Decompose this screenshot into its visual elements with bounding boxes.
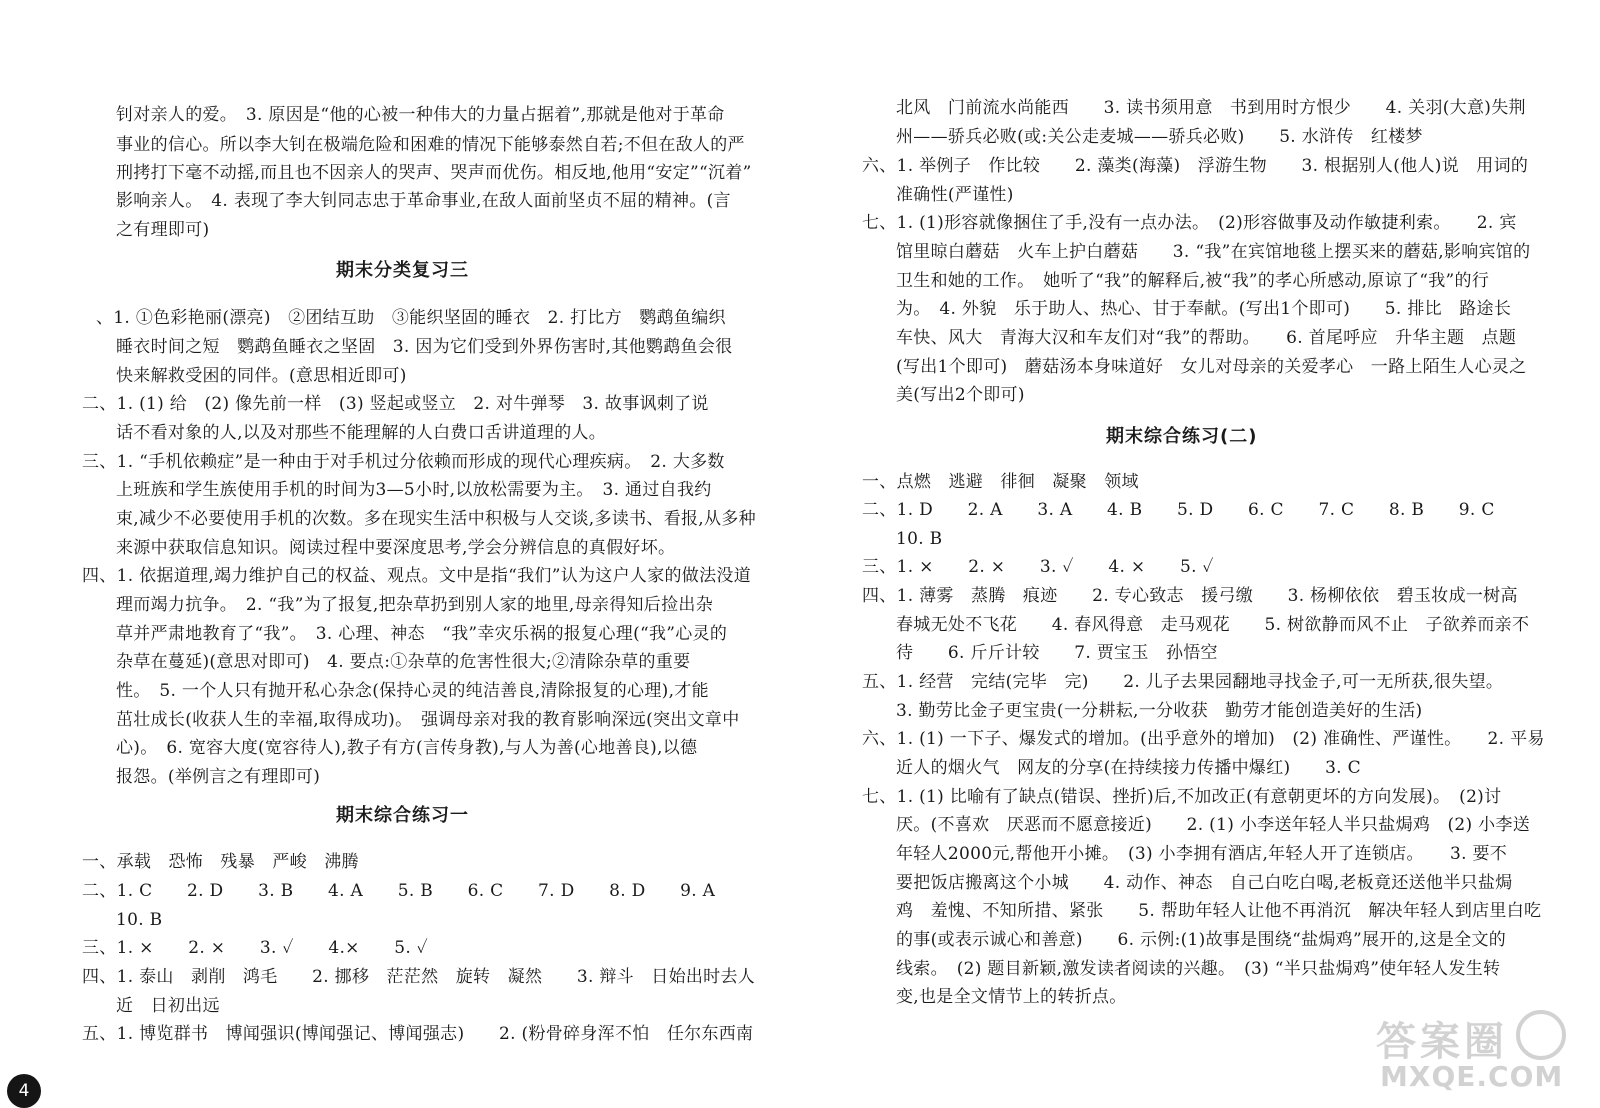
text-line: 六、1. 举例子 作比较 2. 藻类(海藻) 浮游生物 3. 根据别人(他人)说 用词的 (862, 156, 1529, 176)
section-heading: 期末综合练习(二) (1106, 426, 1258, 447)
text-line: 七、1. (1) 比喻有了缺点(错误、挫折)后,不加改正(有意朝更坏的方向发展)。 (2)讨 (862, 787, 1502, 807)
text-line: 话不看对象的人,以及对那些不能理解的人白费口舌讲道理的人。 (116, 423, 607, 443)
watermark-logo (1376, 1010, 1576, 1100)
text-line: 三、1. × 2. × 3. ✓ 4. × 5. ✓ (862, 557, 1214, 577)
text-line: 来源中获取信息知识。阅读过程中要深度思考,学会分辨信息的真假好坏。 (116, 538, 676, 558)
text-line: 待 6. 斤斤计较 7. 贾宝玉 孙悟空 (896, 643, 1218, 663)
text-line: 钊对亲人的爱。 3. 原因是“他的心被一种伟大的力量占据着”,那就是他对于革命 (116, 105, 725, 125)
page-number-badge: 4 (7, 1074, 41, 1108)
text-line: 鸡 羞愧、不知所措、紧张 5. 帮助年轻人让他不再消沉 解决年轻人到店里白吃 (896, 901, 1542, 921)
section-heading: 期末分类复习三 (336, 260, 469, 281)
text-line: 10. B (896, 529, 943, 549)
text-line: 车快、风大 青海大汉和车友们对“我”的帮助。 6. 首尾呼应 升华主题 点题 (896, 328, 1517, 348)
text-line: 二、1. (1) 给 (2) 像先前一样 (3) 竖起或竖立 2. 对牛弹琴 3. 故事讽刺了说 (82, 394, 709, 414)
text-line: 三、1. “手机依赖症”是一种由于对手机过分依赖而形成的现代心理疾病。 2. 大多数 (82, 452, 725, 472)
text-line: 准确性(严谨性) (896, 185, 1014, 205)
text-line: 七、1. (1)形容就像捆住了手,没有一点办法。 (2)形容做事及动作敏捷利索。 2. 宾 (862, 213, 1517, 233)
text-line: 之有理即可) (116, 220, 210, 240)
text-line: 五、1. 经营 完结(完毕 完) 2. 儿子去果园翻地寻找金子,可一无所获,很失望。 (862, 672, 1504, 692)
text-line: 10. B (116, 910, 163, 930)
text-line: 卫生和她的工作。 她听了“我”的解释后,被“我”的孝心所感动,原谅了“我”的行 (896, 271, 1490, 291)
text-line: 北风 门前流水尚能西 3. 读书须用意 书到用时方恨少 4. 关羽(大意)失荆 (896, 98, 1526, 118)
text-line: 州——骄兵必败(或:关公走麦城——骄兵必败) 5. 水浒传 红楼梦 (896, 127, 1423, 147)
text-line: 馆里晾白蘑菇 火车上护白蘑菇 3. “我”在宾馆地毯上摆买来的蘑菇,影响宾馆的 (896, 242, 1531, 262)
text-line: 的事(或表示诚心和善意) 6. 示例:(1)故事是围绕“盐焗鸡”展开的,这是全文的 (896, 930, 1507, 950)
text-line: 理而竭力抗争。 2. “我”为了报复,把杂草扔到别人家的地里,母亲得知后捡出杂 (116, 595, 714, 615)
text-line: 变,也是全文情节上的转折点。 (896, 987, 1127, 1007)
text-line: 为。 4. 外貌 乐于助人、热心、甘于奉献。(写出1个即可) 5. 排比 路途长 (896, 299, 1512, 319)
watermark-circle-icon (1516, 1010, 1566, 1060)
text-line: 近 日初出远 (116, 996, 220, 1016)
text-line: 影响亲人。 4. 表现了李大钊同志忠于革命事业,在敌人面前坚贞不屈的精神。(言 (116, 191, 731, 211)
watermark-domain: MXQE.COM (1380, 1060, 1564, 1093)
text-line: 四、1. 依据道理,竭力维护自己的权益、观点。文中是指“我们”认为这户人家的做法没道 (82, 566, 752, 586)
text-line: 刑拷打下毫不动摇,而且也不因亲人的哭声、哭声而优伤。相反地,他用“安定”“沉着” (116, 163, 752, 183)
text-line: 、1. ①色彩艳丽(漂亮) ②团结互助 ③能织坚固的睡衣 2. 打比方 鹦鹉鱼编织 (96, 308, 726, 328)
text-line: 春城无处不飞花 4. 春风得意 走马观花 5. 树欲静而风不止 子欲养而亲不 (896, 615, 1530, 635)
text-line: 快来解救受困的同伴。(意思相近即可) (116, 366, 407, 386)
text-line: 一、点燃 逃避 徘徊 凝聚 领域 (862, 472, 1139, 492)
text-line: 二、1. C 2. D 3. B 4. A 5. B 6. C 7. D 8. D 9. A (82, 881, 716, 901)
text-line: 报怨。(举例言之有理即可) (116, 767, 321, 787)
text-line: 束,减少不必要使用手机的次数。多在现实生活中积极与人交谈,多读书、看报,从多种 (116, 509, 756, 529)
text-line: 事业的信心。所以李大钊在极端危险和困难的情况下能够泰然自若;不但在敌人的严 (116, 135, 745, 155)
text-line: 茁壮成长(收获人生的幸福,取得成功)。 强调母亲对我的教育影响深远(突出文章中 (116, 710, 740, 730)
text-line: 上班族和学生族使用手机的时间为3—5小时,以放松需要为主。 3. 通过自我约 (116, 480, 712, 500)
text-line: 杂草在蔓延)(意思对即可) 4. 要点:①杂草的危害性很大;②清除杂草的重要 (116, 652, 691, 672)
text-line: 美(写出2个即可) (896, 385, 1025, 405)
text-line: (写出1个即可) 蘑菇汤本身味道好 女儿对母亲的关爱孝心 一路上陌生人心灵之 (896, 357, 1527, 377)
text-line: 五、1. 博览群书 博闻强识(博闻强记、博闻强志) 2. (粉骨碎身浑不怕 任尔东西南 (82, 1024, 754, 1044)
section-heading: 期末综合练习一 (336, 805, 469, 826)
text-line: 近人的烟火气 网友的分享(在持续接力传播中爆红) 3. C (896, 758, 1361, 778)
text-line: 睡衣时间之短 鹦鹉鱼睡衣之坚固 3. 因为它们受到外界伤害时,其他鹦鹉鱼会很 (116, 337, 733, 357)
text-line: 年轻人2000元,帮他开小摊。 (3) 小李拥有酒店,年轻人开了连锁店。 3. 要不 (896, 844, 1508, 864)
text-line: 四、1. 泰山 剥削 鸿毛 2. 挪移 茫茫然 旋转 凝然 3. 辩斗 日始出时去人 (82, 967, 756, 987)
watermark-brand: 答案圈 (1376, 1019, 1508, 1065)
text-line: 六、1. (1) 一下子、爆发式的增加。(出乎意外的增加) (2) 准确性、严谨性。 2. 平易 (862, 729, 1545, 749)
text-line: 线索。 (2) 题目新颖,激发读者阅读的兴趣。 (3) “半只盐焗鸡”使年轻人发生转 (896, 959, 1501, 979)
text-line: 三、1. × 2. × 3. ✓ 4.× 5. ✓ (82, 938, 429, 958)
text-line: 四、1. 薄雾 蒸腾 痕迹 2. 专心致志 援弓缴 3. 杨柳依依 碧玉妆成一树高 (862, 586, 1518, 606)
text-line: 心)。 6. 宽容大度(宽容待人),教子有方(言传身教),与人为善(心地善良),以德 (116, 738, 698, 758)
left-page (0, 0, 800, 1105)
text-line: 3. 勤劳比金子更宝贵(一分耕耘,一分收获 勤劳才能创造美好的生活) (896, 701, 1423, 721)
text-line: 厌。(不喜欢 厌恶而不愿意接近) 2. (1) 小李送年轻人半只盐焗鸡 (2) 小李送 (896, 815, 1531, 835)
right-page (800, 0, 1600, 1105)
text-line: 草并严肃地教育了“我”。 3. 心理、神态 “我”幸灾乐祸的报复心理(“我”心灵的 (116, 624, 728, 644)
text-line: 二、1. D 2. A 3. A 4. B 5. D 6. C 7. C 8. B 9. C (862, 500, 1495, 520)
text-line: 一、承载 恐怖 残暴 严峻 沸腾 (82, 852, 359, 872)
text-line: 要把饭店搬离这个小城 4. 动作、神态 自己白吃白喝,老板竟还送他半只盐焗 (896, 873, 1513, 893)
text-line: 性。 5. 一个人只有抛开私心杂念(保持心灵的纯洁善良,清除报复的心理),才能 (116, 681, 709, 701)
